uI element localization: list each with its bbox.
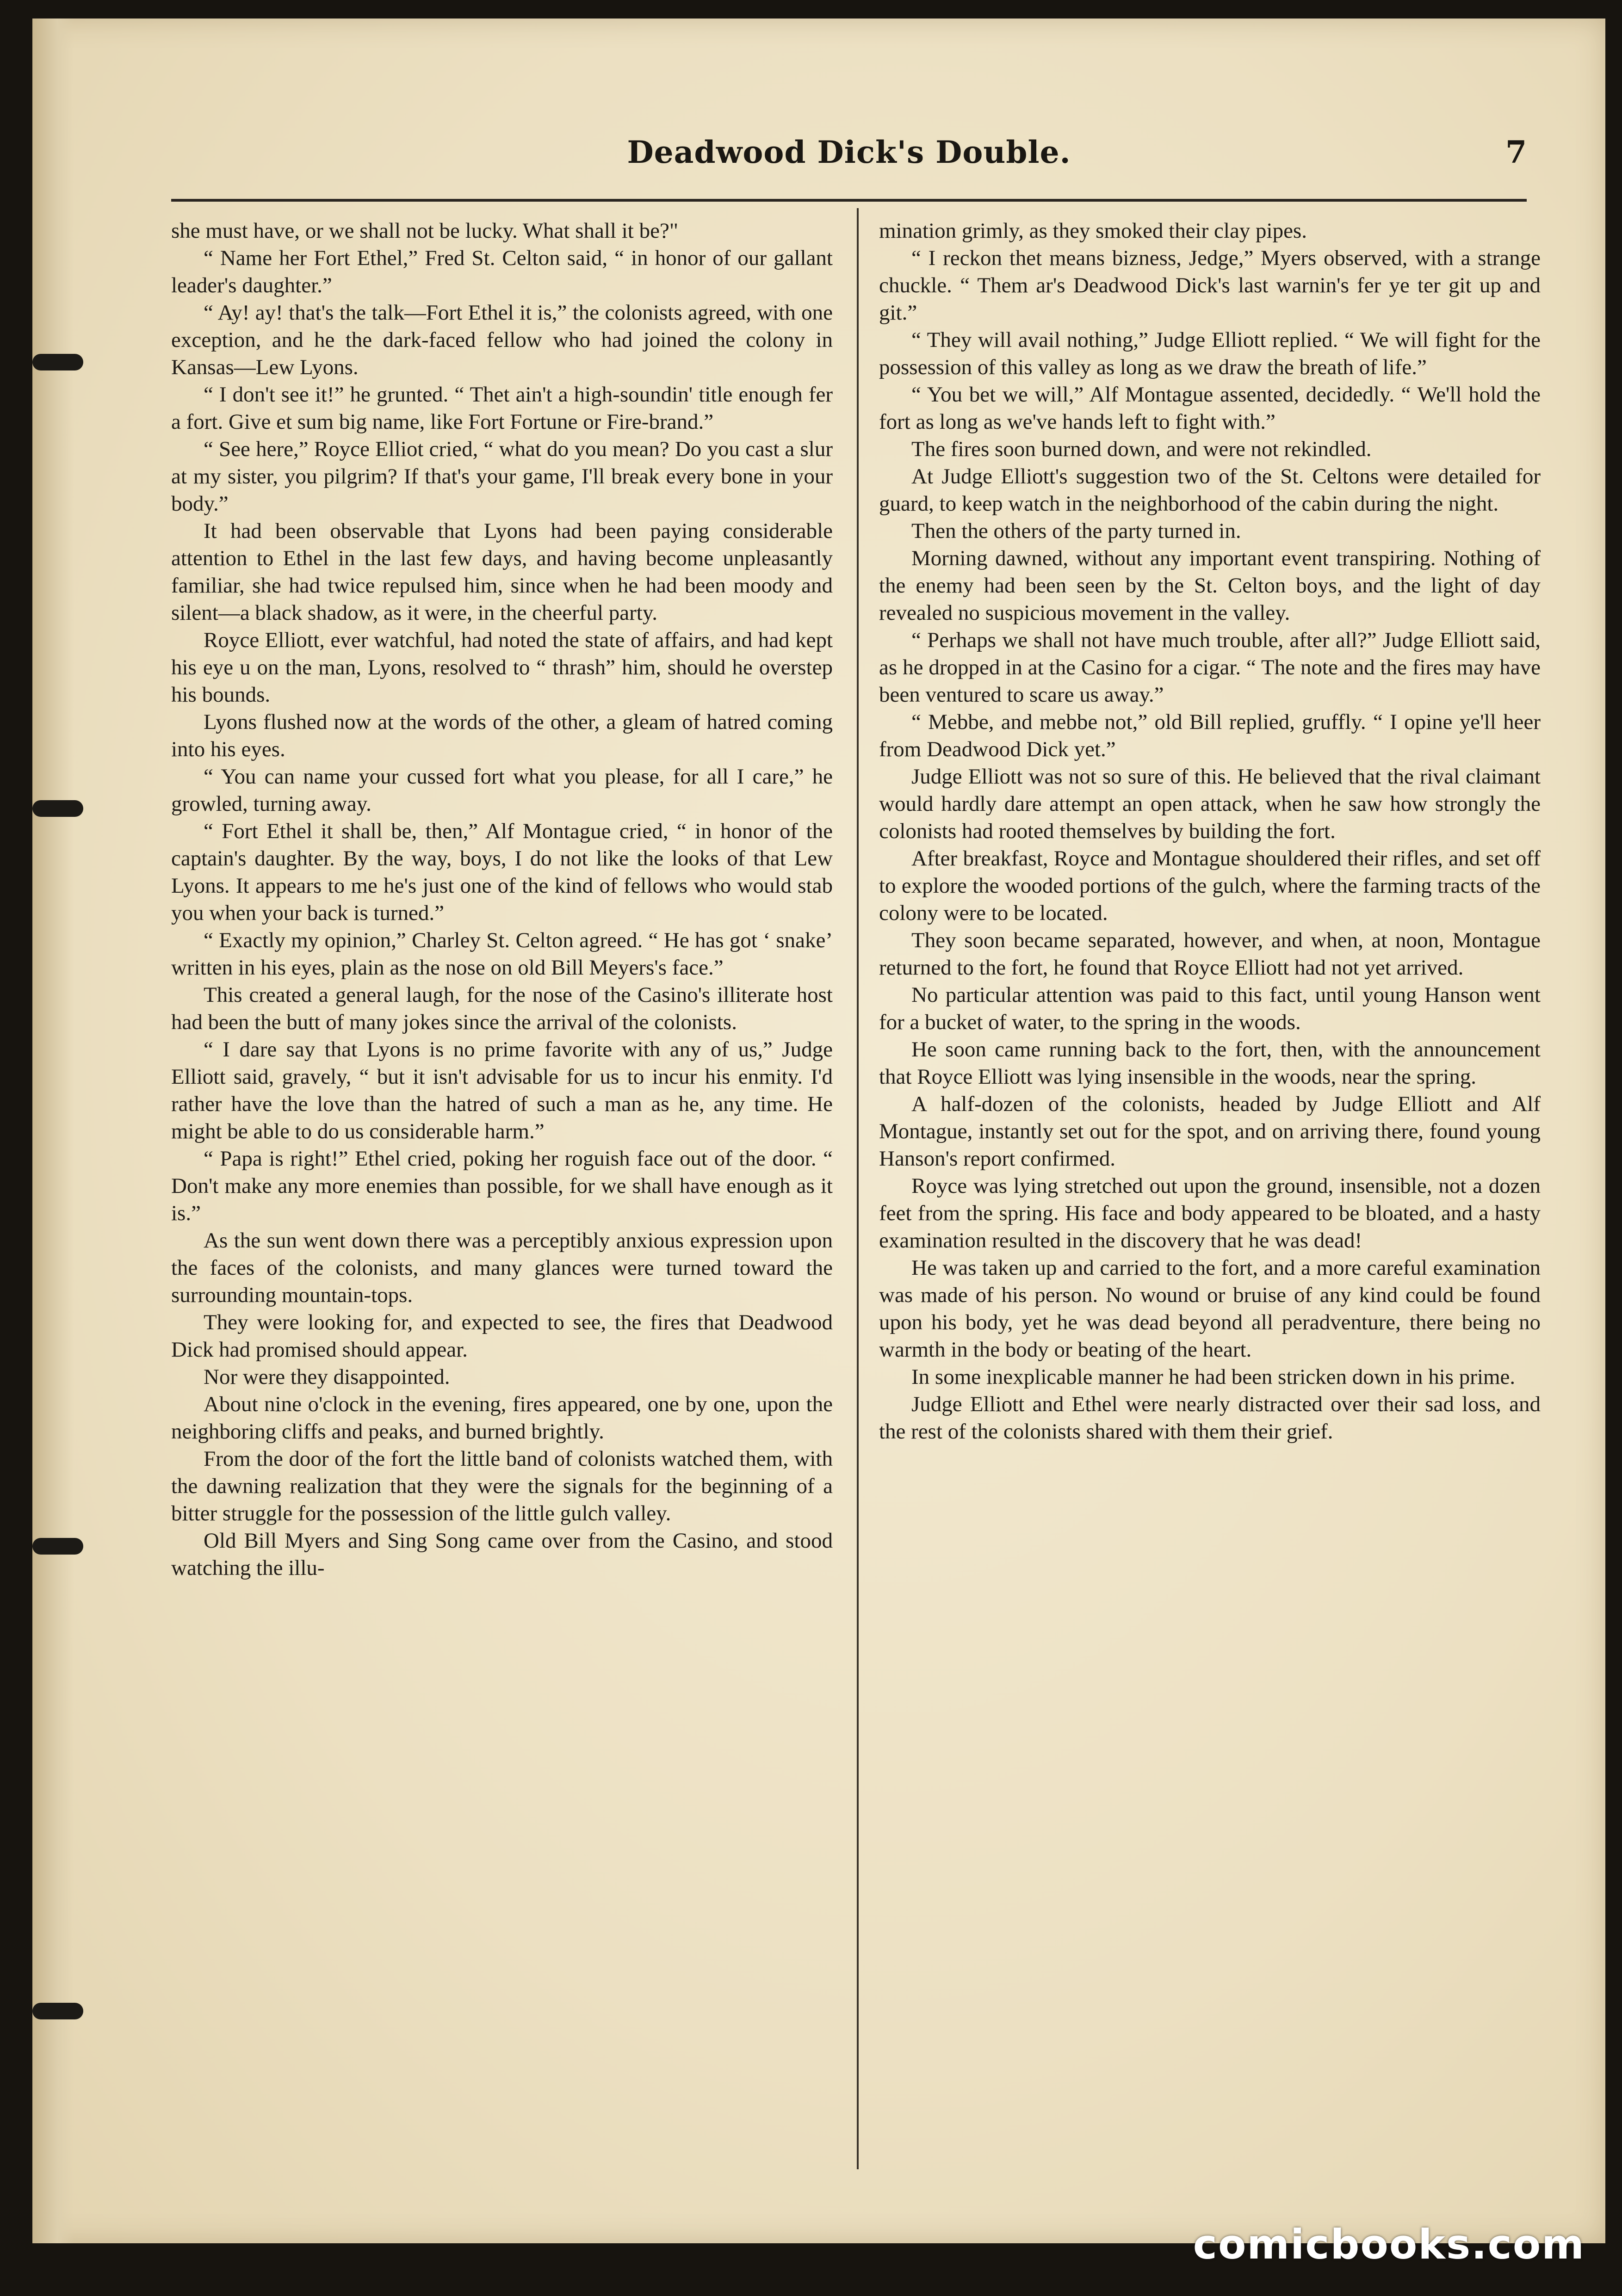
- binding-gutter: [32, 19, 74, 2243]
- paragraph: After breakfast, Royce and Montague shouldered their rifles, and set off to explore the wooded portions of the gulch, where the farming tracts of the colony were to be located.: [879, 846, 1541, 925]
- paragraph: A half-dozen of the colonists, headed by Judge Elliott and Alf Montague, instantly set out for the spot, and on arriving there, found young Hanson's report confirmed.: [879, 1092, 1541, 1171]
- header-rule: [171, 199, 1527, 202]
- paragraph: They were looking for, and expected to see, the fires that Deadwood Dick had promised should appear.: [171, 1310, 833, 1362]
- paragraph: At Judge Elliott's suggestion two of the St. Celtons were detailed for guard, to keep watch in the neighborhood of the cabin during the night.: [879, 464, 1541, 516]
- right-column: [879, 217, 1541, 1445]
- paragraph: “ Name her Fort Ethel,” Fred St. Celton said, “ in honor of our gallant leader's daughter.”: [171, 246, 833, 297]
- column-divider: [857, 208, 859, 2169]
- paragraph: mination grimly, as they smoked their clay pipes.: [879, 219, 1307, 243]
- paragraph: “ Papa is right!” Ethel cried, poking her roguish face out of the door. “ Don't make any more enemies than possible, for we shall have enough as it is.”: [171, 1147, 833, 1225]
- site-watermark: comicbooks.com: [1193, 2221, 1585, 2268]
- left-column: [171, 217, 833, 1582]
- running-title: Deadwood Dick's Double.: [627, 134, 1071, 170]
- paragraph: No particular attention was paid to this fact, until young Hanson went for a bucket of water, to the spring in the woods.: [879, 983, 1541, 1034]
- paragraph: Nor were they disappointed.: [204, 1365, 450, 1389]
- paragraph: “ Exactly my opinion,” Charley St. Celton agreed. “ He has got ‘ snake’ written in his eyes, plain as the nose on old Bill Meyers's face.”: [171, 928, 833, 980]
- paragraph: Judge Elliott and Ethel were nearly distracted over their sad loss, and the rest of the colonists shared with them their grief.: [879, 1392, 1541, 1444]
- paragraph: “ You can name your cussed fort what you please, for all I care,” he growled, turning away.: [171, 765, 833, 816]
- page-header: [171, 125, 1527, 194]
- paragraph: He was taken up and carried to the fort, and a more careful examination was made of his person. No wound or bruise of any kind could be found upon his body, yet he was dead beyond all peradventure, there being no warmth in the body or beating of the heart.: [879, 1256, 1541, 1362]
- paragraph: From the door of the fort the little band of colonists watched them, with the dawning realization that they were the signals for the beginning of a bitter struggle for the possession of the little gulch valley.: [171, 1447, 833, 1525]
- paragraph: Royce was lying stretched out upon the ground, insensible, not a dozen feet from the spring. His face and body appeared to be bloated, and a hasty examination resulted in the discovery that he was dead!: [879, 1174, 1541, 1253]
- paragraph: “ Perhaps we shall not have much trouble, after all?” Judge Elliott said, as he dropped in at the Casino for a cigar. “ The note and the fires may have been ventured to scare us away.”: [879, 628, 1541, 707]
- paragraph: “ I don't see it!” he grunted. “ Thet ain't a high-soundin' title enough fer a fort. Give et sum big name, like Fort Fortune or Fire-brand.”: [171, 383, 833, 434]
- paragraph: This created a general laugh, for the nose of the Casino's illiterate host had been the butt of many jokes since the arrival of the colonists.: [171, 983, 833, 1034]
- paragraph: They soon became separated, however, and when, at noon, Montague returned to the fort, he found that Royce Elliott had not yet arrived.: [879, 928, 1541, 980]
- binding-stitch: [32, 354, 83, 370]
- paragraph: “ Ay! ay! that's the talk—Fort Ethel it is,” the colonists agreed, with one exception, and he the dark-faced fellow who had joined the colony in Kansas—Lew Lyons.: [171, 301, 833, 379]
- binding-stitch: [32, 800, 83, 817]
- paragraph: In some inexplicable manner he had been stricken down in his prime.: [911, 1365, 1516, 1389]
- paragraph: Judge Elliott was not so sure of this. He believed that the rival claimant would hardly dare attempt an open attack, when he saw how strongly the colonists had rooted themselves by building the fort.: [879, 765, 1541, 843]
- paragraph: Old Bill Myers and Sing Song came over from the Casino, and stood watching the illu-: [171, 1529, 833, 1580]
- paragraph: About nine o'clock in the evening, fires appeared, one by one, upon the neighboring cliffs and peaks, and burned brightly.: [171, 1392, 833, 1444]
- paragraph: “ See here,” Royce Elliot cried, “ what do you mean? Do you cast a slur at my sister, you pilgrim? If that's your game, I'll break every bone in your body.”: [171, 437, 833, 516]
- paragraph: He soon came running back to the fort, then, with the announcement that Royce Elliott was lying insensible in the woods, near the spring.: [879, 1037, 1541, 1089]
- paragraph: “ Fort Ethel it shall be, then,” Alf Montague cried, “ in honor of the captain's daughter. By the way, boys, I do not like the looks of that Lew Lyons. It appears to me he's just one of the kind of fellows who would stab you when your back is turned.”: [171, 819, 833, 925]
- paragraph: The fires soon burned down, and were not rekindled.: [911, 437, 1372, 461]
- paragraph: As the sun went down there was a perceptibly anxious expression upon the faces of the colonists, and many glances were turned toward the surrounding mountain-tops.: [171, 1228, 833, 1307]
- paragraph: Lyons flushed now at the words of the other, a gleam of hatred coming into his eyes.: [171, 710, 833, 761]
- paragraph: “ I reckon thet means bizness, Jedge,” Myers observed, with a strange chuckle. “ Them ar's Deadwood Dick's last warnin's fer ye ter git up and git.”: [879, 246, 1541, 325]
- binding-stitch: [32, 2003, 83, 2019]
- paragraph: “ Mebbe, and mebbe not,” old Bill replied, gruffly. “ I opine ye'll heer from Deadwood Dick yet.”: [879, 710, 1541, 761]
- paragraph: “ They will avail nothing,” Judge Elliott replied. “ We will fight for the possession of this valley as long as we draw the breath of life.”: [879, 328, 1541, 379]
- paragraph: It had been observable that Lyons had been paying considerable attention to Ethel in the last few days, and having become unpleasantly familiar, she had twice repulsed him, since when he had been moody and silent—a black shadow, as it were, in the cheerful party.: [171, 519, 833, 625]
- paragraph: she must have, or we shall not be lucky. What shall it be?": [171, 219, 679, 243]
- paragraph: “ You bet we will,” Alf Montague assented, decidedly. “ We'll hold the fort as long as we've hands left to fight with.”: [879, 383, 1541, 434]
- paragraph: “ I dare say that Lyons is no prime favorite with any of us,” Judge Elliott said, gravely, “ but it isn't advisable for us to incur his enmity. I'd rather have the love than the hatred of such a man as he, any time. He might be able to do us considerable harm.”: [171, 1037, 833, 1143]
- binding-stitch: [32, 1538, 83, 1555]
- page-number: 7: [1505, 134, 1527, 170]
- paragraph: Royce Elliott, ever watchful, had noted the state of affairs, and had kept his eye u on the man, Lyons, resolved to “ thrash” him, should he overstep his bounds.: [171, 628, 833, 707]
- paragraph: Then the others of the party turned in.: [911, 519, 1241, 543]
- paragraph: Morning dawned, without any important event transpiring. Nothing of the enemy had been seen by the St. Celton boys, and the light of day revealed no suspicious movement in the valley.: [879, 546, 1541, 625]
- magazine-page: [32, 19, 1605, 2243]
